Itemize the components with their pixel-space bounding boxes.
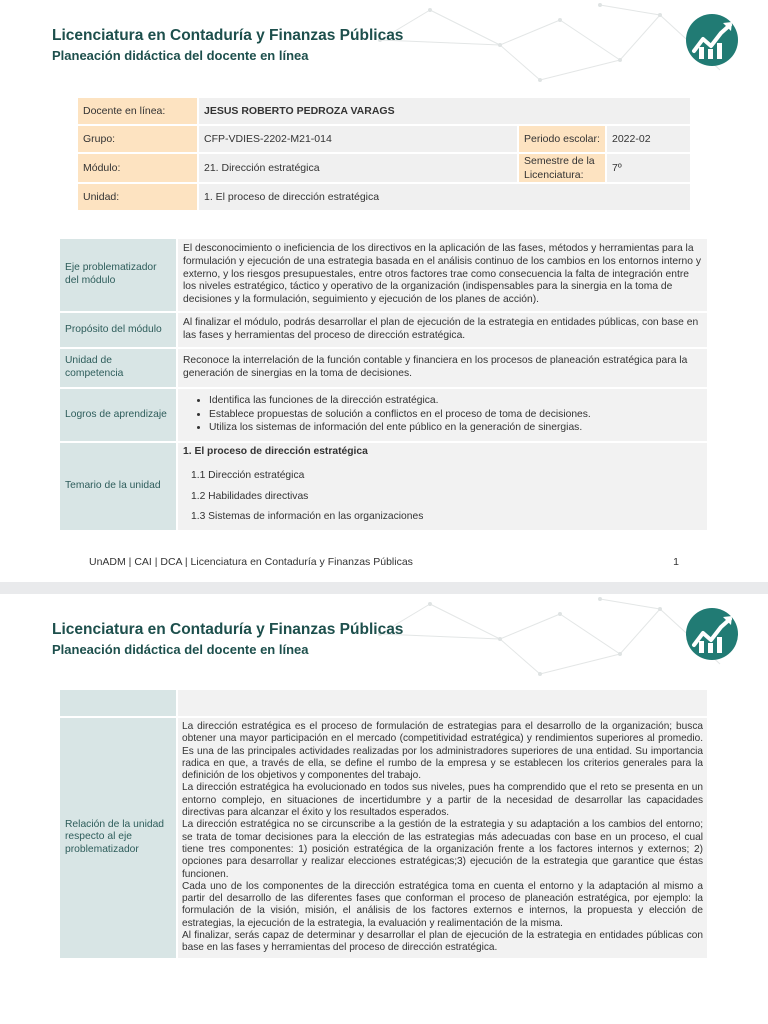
competencia-text: Reconoce la interrelación de la función contable y financiera en los procesos de planeación estratégica para la generación de sinergias en la toma de decisiones. bbox=[177, 348, 708, 388]
document-subtitle: Planeación didáctica del docente en línea bbox=[52, 48, 309, 63]
periodo-label: Periodo escolar: bbox=[518, 125, 606, 153]
relacion-paragraph: Cada uno de los componentes de la dirección estratégica toma en cuenta el entorno y la adaptación al mismo a partir del desarrollo de las diferentes fases que conforman el proceso de planeación estratégica, por ejemplo: la formulación de la visión, misión, el análisis de los factores externos e internos, la propuesta y elección de estrategias, la ejecución de la estrategia, la evaluación y realimentación de la misma. bbox=[182, 880, 703, 929]
empty-value-cell bbox=[177, 689, 708, 717]
logros-cell bbox=[177, 388, 708, 442]
relacion-label: Relación de la unidad respecto al eje problematizador bbox=[59, 717, 177, 959]
header-network-decoration bbox=[0, 0, 768, 90]
relacion-table bbox=[58, 688, 709, 960]
list-item: • Utiliza los sistemas de información del ente público en la generación de sinergias. bbox=[209, 422, 702, 435]
eje-text: El desconocimiento o ineficiencia de los directivos en la aplicación de las fases, métodos y herramientas para la formulación y ejecución de una estrategia basada en el análisis continuo de los cambios en los entornos interno y externo, y los riesgos presupuestales, entre otros factores trae como consecuencia la falta de integración entre los niveles estratégico, táctico y operativo de la organización (indispensables para la sinergia en la toma de decisiones y la formulación, seguimiento y ejecución de los planes de acción). bbox=[177, 238, 708, 312]
list-item: • Establece propuestas de solución a conflictos en el proceso de toma de decisiones. bbox=[209, 409, 702, 422]
grupo-label: Grupo: bbox=[77, 125, 198, 153]
logros-label: Logros de aprendizaje bbox=[59, 388, 177, 442]
periodo-value: 2022-02 bbox=[606, 125, 691, 153]
docente-value: JESUS ROBERTO PEDROZA VARAGS bbox=[198, 97, 691, 125]
growth-chart-logo-icon bbox=[685, 607, 739, 661]
temario-cell bbox=[177, 442, 708, 531]
list-item: • Identifica las funciones de la dirección estratégica. bbox=[209, 395, 702, 408]
grupo-value: CFP-VDIES-2202-M21-014 bbox=[198, 125, 518, 153]
program-title: Licenciatura en Contaduría y Finanzas Públicas bbox=[52, 27, 404, 44]
temario-title: 1. El proceso de dirección estratégica bbox=[183, 446, 368, 457]
temario-item: 1.3 Sistemas de información en las organizaciones bbox=[191, 511, 424, 523]
relacion-cell bbox=[177, 717, 708, 959]
relacion-paragraph: La dirección estratégica no se circunscribe a la gestión de la estrategia y su adaptación a los cambios del entorno; se trata de tomar decisiones para la elección de las estrategias más adecuadas con base en un proceso, el cual tiene tres componentes: 1) posición estratégica de la organización frente a los factores internos y externos; 2) opciones para desarrollar y realizar elecciones estratégicas;3) ejecución de la estrategia que garantice que éstas funcionen. bbox=[182, 819, 703, 880]
empty-label-cell bbox=[59, 689, 177, 717]
temario-item: 1.1 Dirección estratégica bbox=[191, 469, 305, 481]
unidad-value: 1. El proceso de dirección estratégica bbox=[198, 183, 691, 211]
relacion-paragraph: La dirección estratégica es el proceso de formulación de estrategias para el desarrollo de la organización; busca obtener una mayor participación en el mercado (competitividad estratégica) y rendimientos superiores al promedio. Es una de las principales actividades realizadas por los administradores superiores de una entidad. Su importancia radica en que, a través de ella, se define el rumbo de la empresa y se establecen los criterios generales para la definición de los objetivos y componentes del trabajo. bbox=[182, 721, 703, 782]
unidad-label: Unidad: bbox=[77, 183, 198, 211]
modulo-value: 21. Dirección estratégica bbox=[198, 153, 518, 183]
growth-chart-logo-icon bbox=[685, 13, 739, 67]
footer-text: UnADM | CAI | DCA | Licenciatura en Contaduría y Finanzas Públicas bbox=[89, 556, 413, 568]
temario-item: 1.2 Habilidades directivas bbox=[191, 490, 309, 502]
relacion-paragraph: Al finalizar, serás capaz de determinar y desarrollar el plan de ejecución de la estrategia en entidades públicas con base en las fases y herramientas del proceso de dirección estratégica. bbox=[182, 930, 703, 954]
module-info-table bbox=[58, 237, 709, 532]
logros-list bbox=[209, 395, 702, 435]
course-details-table bbox=[76, 96, 692, 212]
program-title: Licenciatura en Contaduría y Finanzas Públicas bbox=[52, 621, 404, 638]
proposito-label: Propósito del módulo bbox=[59, 312, 177, 348]
temario-label: Temario de la unidad bbox=[59, 442, 177, 531]
document-subtitle: Planeación didáctica del docente en línea bbox=[52, 642, 309, 657]
page-number: 1 bbox=[673, 556, 679, 568]
proposito-text: Al finalizar el módulo, podrás desarrollar el plan de ejecución de la estrategia en entidades públicas, con base en las fases y herramientas del proceso de dirección estratégica. bbox=[177, 312, 708, 348]
document-page-2 bbox=[0, 594, 768, 1024]
modulo-label: Módulo: bbox=[77, 153, 198, 183]
semestre-label: Semestre de la Licenciatura: bbox=[518, 153, 606, 183]
competencia-label: Unidad de competencia bbox=[59, 348, 177, 388]
docente-label: Docente en línea: bbox=[77, 97, 198, 125]
relacion-paragraph: La dirección estratégica ha evolucionado en todos sus niveles, pues ha comprendido que el reto se presenta en un entorno complejo, en situaciones de incertidumbre y a partir de la necesidad de desarrollar las capacidades directivas para alcanzar el éxito y los resultados esperados. bbox=[182, 782, 703, 819]
semestre-value: 7º bbox=[606, 153, 691, 183]
eje-label: Eje problematizador del módulo bbox=[59, 238, 177, 312]
header-network-decoration bbox=[0, 594, 768, 684]
page-footer bbox=[89, 556, 679, 568]
